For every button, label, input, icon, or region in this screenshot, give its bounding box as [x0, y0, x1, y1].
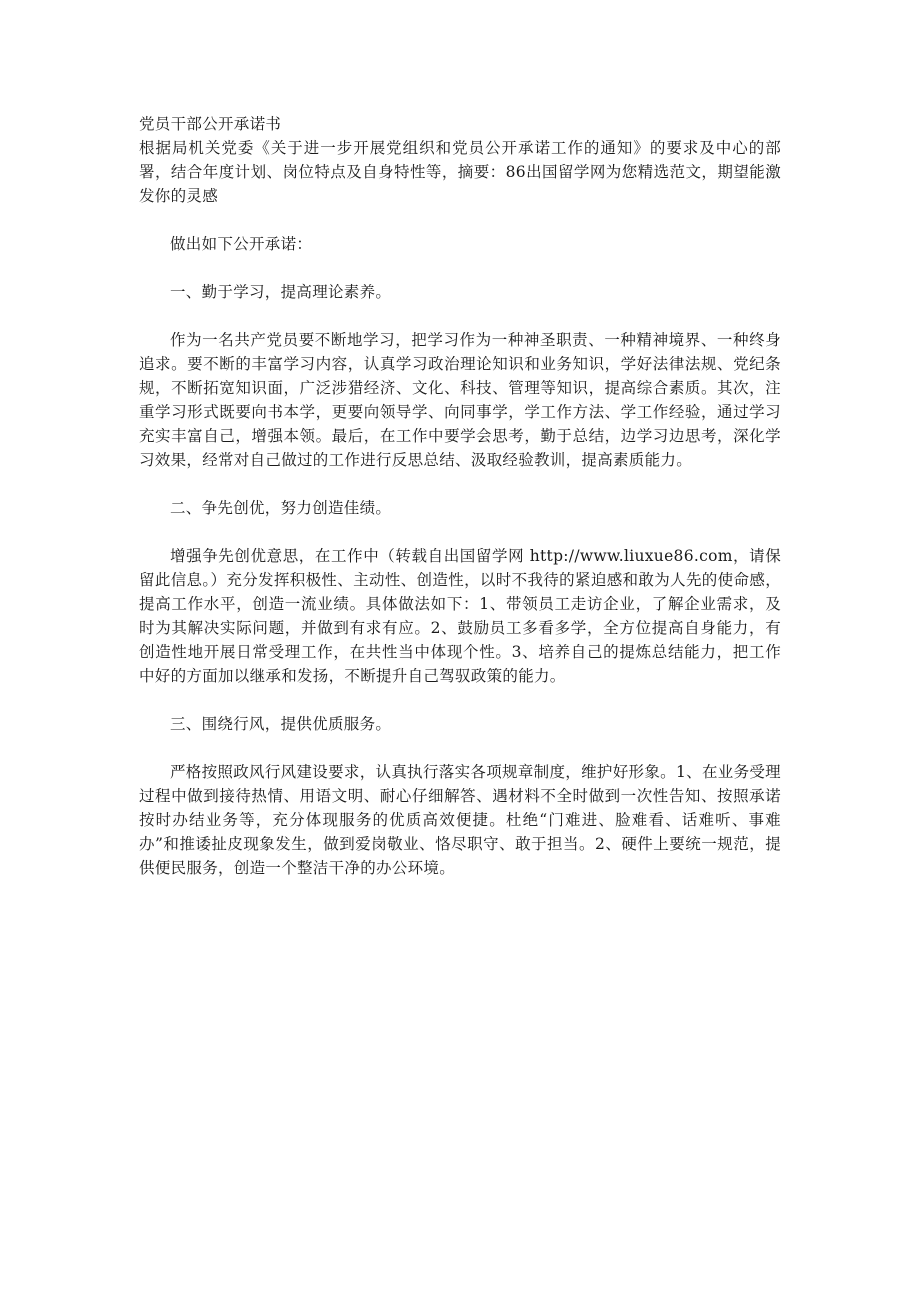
- section-2-heading: 二、争先创优，努力创造佳绩。: [170, 499, 392, 517]
- intro-paragraph: 根据局机关党委《关于进一步开展党组织和党员公开承诺工作的通知》的要求及中心的部署，结合年度计划、岗位特点及自身特性等，摘要：86出国留学网为您精选范文，期望能激发你的灵感: [139, 139, 781, 205]
- section-2-body: 增强争先创优意思，在工作中（转载自出国留学网 http://www.liuxue86.com，请保留此信息。）充分发挥积极性、主动性、创造性，以时不我待的紧迫感和敢为人先的使命感，提高工作水平，创造一流业绩。具体做法如下：1、带领员工走访企业，了解企业需求，及时为其解决实际问题，并做到有求有应。2、鼓励员工多看多学，全方位提高自身能力，有创造性地开展日常受理工作，在共性当中体现个性。3、培养自己的提炼总结能力，把工作中好的方面加以继承和发扬，不断提升自己驾驭政策的能力。: [139, 547, 781, 685]
- section-1-body: 作为一名共产党员要不断地学习，把学习作为一种神圣职责、一种精神境界、一种终身追求。要不断的丰富学习内容，认真学习政治理论知识和业务知识，学好法律法规、党纪条规，不断拓宽知识面，广泛涉猎经济、文化、科技、管理等知识，提高综合素质。其次，注重学习形式既要向书本学，更要向领导学、向同事学，学工作方法、学工作经验，通过学习充实丰富自己，增强本领。最后，在工作中要学会思考，勤于总结，边学习边思考，深化学习效果，经常对自己做过的工作进行反思总结、汲取经验教训，提高素质能力。: [139, 331, 781, 469]
- section-3-heading: 三、围绕行风，提供优质服务。: [170, 715, 392, 733]
- section-1-heading: 一、勤于学习，提高理论素养。: [170, 283, 392, 301]
- document-title: 党员干部公开承诺书: [139, 115, 282, 133]
- document-page: [139, 112, 781, 880]
- lead-paragraph: 做出如下公开承诺：: [170, 235, 313, 253]
- section-3-body: 严格按照政风行风建设要求，认真执行落实各项规章制度，维护好形象。1、在业务受理过程中做到接待热情、用语文明、耐心仔细解答、遇材料不全时做到一次性告知、按照承诺按时办结业务等，充分体现服务的优质高效便捷。杜绝“门难进、脸难看、话难听、事难办”和推诿扯皮现象发生，做到爱岗敬业、恪尽职守、敢于担当。2、硬件上要统一规范，提供便民服务，创造一个整洁干净的办公环境。: [139, 763, 781, 877]
